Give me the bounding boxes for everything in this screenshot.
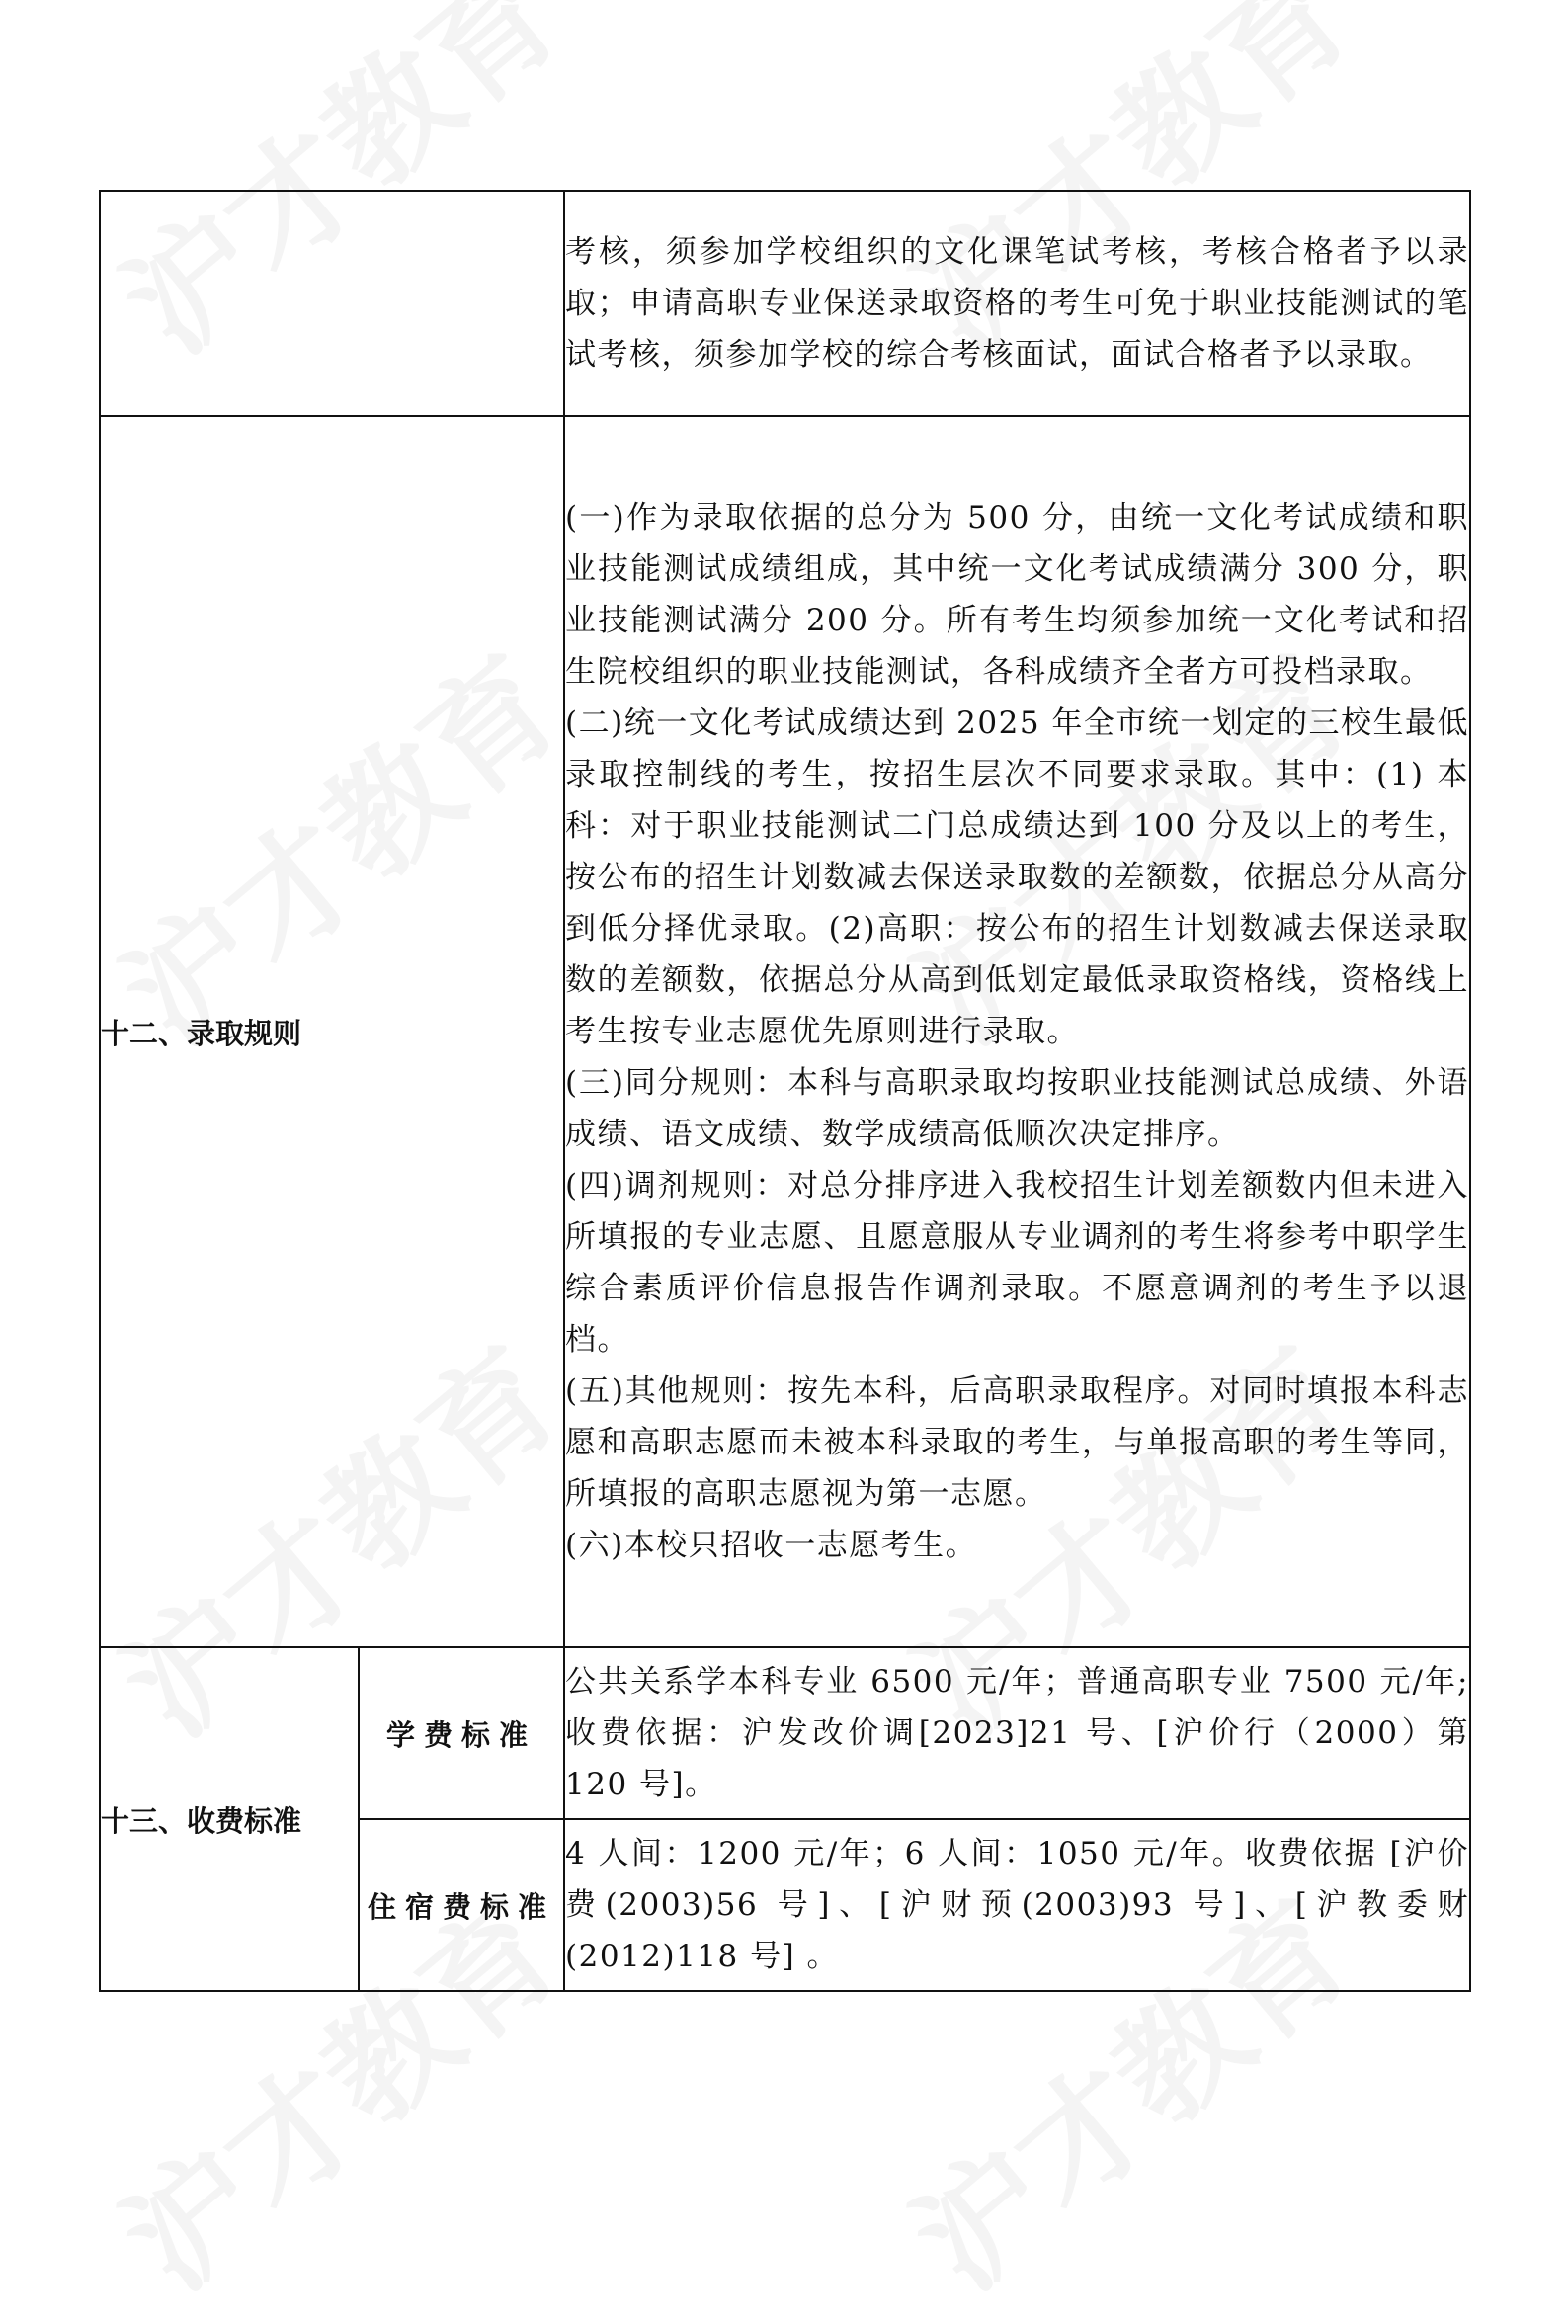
rule-paragraph: (六)本校只招收一志愿考生。 xyxy=(565,1528,978,1563)
accommodation-label: 住宿费标准 xyxy=(359,1819,564,1991)
admission-info-table xyxy=(99,190,1471,1992)
admission-rules-label: 十二、录取规则 xyxy=(100,416,564,1647)
tuition-label: 学费标准 xyxy=(359,1647,564,1819)
rule-paragraph: (四)调剂规则：对总分排序进入我校招生计划差额数内但未进入所填报的专业志愿、且愿意服从专业调剂的考生将参考中职学生综合素质评价信息报告作调剂录取。不愿意调剂的考生予以退档。 xyxy=(565,1168,1469,1358)
fee-standards-label: 十三、收费标准 xyxy=(100,1647,359,1991)
rule-paragraph: (三)同分规则：本科与高职录取均按职业技能测试总成绩、外语成绩、语文成绩、数学成绩高低顺次决定排序。 xyxy=(565,1065,1469,1152)
continuation-content xyxy=(564,191,1470,416)
admission-rules-row xyxy=(100,416,1470,1647)
continuation-row xyxy=(100,191,1470,416)
empty-label-cell xyxy=(100,191,564,416)
continuation-text: 考核，须参加学校组织的文化课笔试考核，考核合格者予以录取；申请高职专业保送录取资格的考生可免于职业技能测试的笔试考核，须参加学校的综合考核面试，面试合格者予以录取。 xyxy=(565,234,1469,373)
rule-paragraph: (五)其他规则：按先本科，后高职录取程序。对同时填报本科志愿和高职志愿而未被本科录取的考生，与单报高职的考生等同，所填报的高职志愿视为第一志愿。 xyxy=(565,1373,1469,1512)
accommodation-text: 4 人间：1200 元/年；6 人间：1050 元/年。收费依据 [沪价费(2003)56 号]、[沪财预(2003)93 号]、[沪教委财(2012)118 号] 。 xyxy=(565,1836,1469,1974)
admission-rules-content xyxy=(564,416,1470,1647)
rule-paragraph: (一)作为录取依据的总分为 500 分，由统一文化考试成绩和职业技能测试成绩组成，其中统一文化考试成绩满分 300 分，职业技能测试满分 200 分。所有考生均须参加统一文化考试和招生院校组织的职业技能测试，各科成绩齐全者方可投档录取。 xyxy=(565,500,1469,690)
tuition-text: 公共关系学本科专业 6500 元/年；普通高职专业 7500 元/年;收费依据：沪发改价调[2023]21 号、[沪价行（2000）第 120 号]。 xyxy=(565,1664,1469,1802)
rule-paragraph: (二)统一文化考试成绩达到 2025 年全市统一划定的三校生最低录取控制线的考生，按招生层次不同要求录取。其中：(1) 本科：对于职业技能测试二门总成绩达到 100 分及以上的考生，按公布的招生计划数减去保送录取数的差额数，依据总分从高分到低分择优录取。(2)高职：按公布的招生计划数减去保送录取数的差额数，依据总分从高到低划定最低录取资格线，资格线上考生按专业志愿优先原则进行录取。 xyxy=(565,706,1469,1049)
tuition-content xyxy=(564,1647,1470,1819)
tuition-row xyxy=(100,1647,1470,1819)
accommodation-content xyxy=(564,1819,1470,1991)
